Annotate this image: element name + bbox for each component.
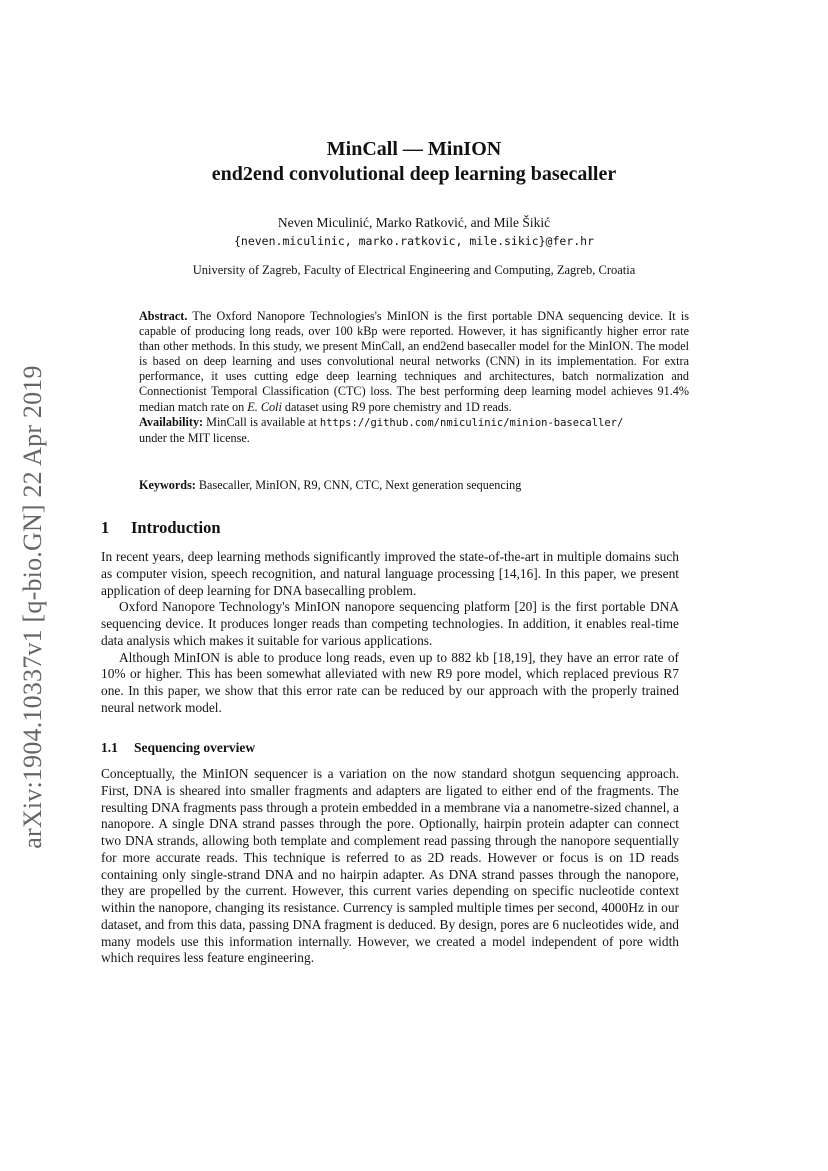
keywords [139, 477, 699, 493]
author-emails: {neven.miculinic, marko.ratkovic, mile.sikic}@fer.hr [233, 234, 595, 248]
subsection-heading-sequencing-overview [101, 739, 255, 756]
subsection-title: Sequencing overview [134, 740, 256, 755]
affiliation: University of Zagreb, Faculty of Electrical Engineering and Computing, Zagreb, Croatia [192, 263, 636, 277]
abstract-italic-species: E. Coli [247, 399, 282, 414]
arxiv-identifier [13, 345, 53, 869]
sequencing-overview-body [101, 766, 679, 967]
paragraph: Oxford Nanopore Technology's MinION nanopore sequencing platform [20] is the first portable DNA sequencing device. It produces longer reads than competing technologies. In addition, it enables real-time data analysis which makes it suitable for various applications. [101, 599, 679, 648]
arxiv-identifier-text: arXiv:1904.10337v1 [q-bio.GN] 22 Apr 2019 [18, 365, 47, 849]
availability-label: Availability: [139, 414, 204, 429]
abstract-label: Abstract. [139, 309, 188, 323]
availability-url[interactable]: https://github.com/nmiculinic/minion-basecaller/ [319, 416, 624, 429]
abstract [139, 309, 689, 446]
keywords-label: Keywords: [139, 478, 196, 492]
paragraph: Although MinION is able to produce long reads, even up to 882 kb [18,19], they have an error rate of 10% or higher. This has been somewhat alleviated with new R9 pore model, which replaced previous R7 one. In this paper, we show that this error rate can be reduced by our approach with the properly trained neural network model. [101, 649, 679, 715]
section-heading-introduction [101, 518, 221, 538]
subsection-number: 1.1 [101, 740, 118, 755]
keywords-text: Basecaller, MinION, R9, CNN, CTC, Next generation sequencing [198, 478, 522, 492]
authors: Neven Miculinić, Marko Ratković, and Mile Šikić [277, 215, 551, 230]
abstract-text: The Oxford Nanopore Technologies's MinION is the first portable DNA sequencing device. It is capable of producing long reads, over 100 kBp were reported. However, it has significantly higher error rate than other methods. In this study, we present MinCall, an end2end basecaller model for the MinION. The model is based on deep learning and uses convolutional neural networks (CNN) in its implementation. For extra performance, it uses cutting edge deep learning techniques and architectures, batch normalization and Connectionist Temporal Classification (CTC) loss. The best performing deep learning model achieves 91.4% median match rate on [139, 309, 690, 414]
paragraph: In recent years, deep learning methods significantly improved the state-of-the-art in multiple domains such as computer vision, speech recognition, and natural language processing [14,16]. In this paper, we present application of deep learning for DNA basecalling problem. [101, 549, 679, 598]
paragraph: Conceptually, the MinION sequencer is a variation on the now standard shotgun sequencing approach. First, DNA is sheared into smaller fragments and adapters are ligated to either end of the fragments. The resulting DNA fragments pass through a protein embedded in a membrane via a nanometre-sized channel, a nanopore. A single DNA strand passes through the pore. Optionally, hairpin protein adapter can connect two DNA strands, allowing both template and complement read passing through the nanopore sequentially for more accurate reads. This technique is referred to as 2D reads. However or focus is on 1D reads containing only single-strand DNA and no hairpin adapter. As DNA strand passes through the nanopore, they are propelled by the current. However, this current varies depending on specific nucleotide context within the nanopore, changing its resistance. Currency is sampled multiple times per second, 4000Hz in our dataset, and from this data, passing DNA fragment is deduced. By design, pores are 6 nucleotides wide, and many models use this information internally. However, we created a model independent of pore width which requires less feature engineering. [101, 766, 679, 966]
paper-title-line1: MinCall — MinION [326, 138, 502, 160]
section-title: Introduction [131, 518, 221, 537]
paper-title-line2: end2end convolutional deep learning basecaller [211, 163, 617, 185]
availability-license: under the MIT license. [139, 430, 250, 445]
introduction-body [101, 549, 679, 717]
section-number: 1 [101, 518, 110, 537]
availability-text: MinCall is available at [206, 414, 317, 429]
abstract-text-end: dataset using R9 pore chemistry and 1D reads. [284, 399, 512, 414]
